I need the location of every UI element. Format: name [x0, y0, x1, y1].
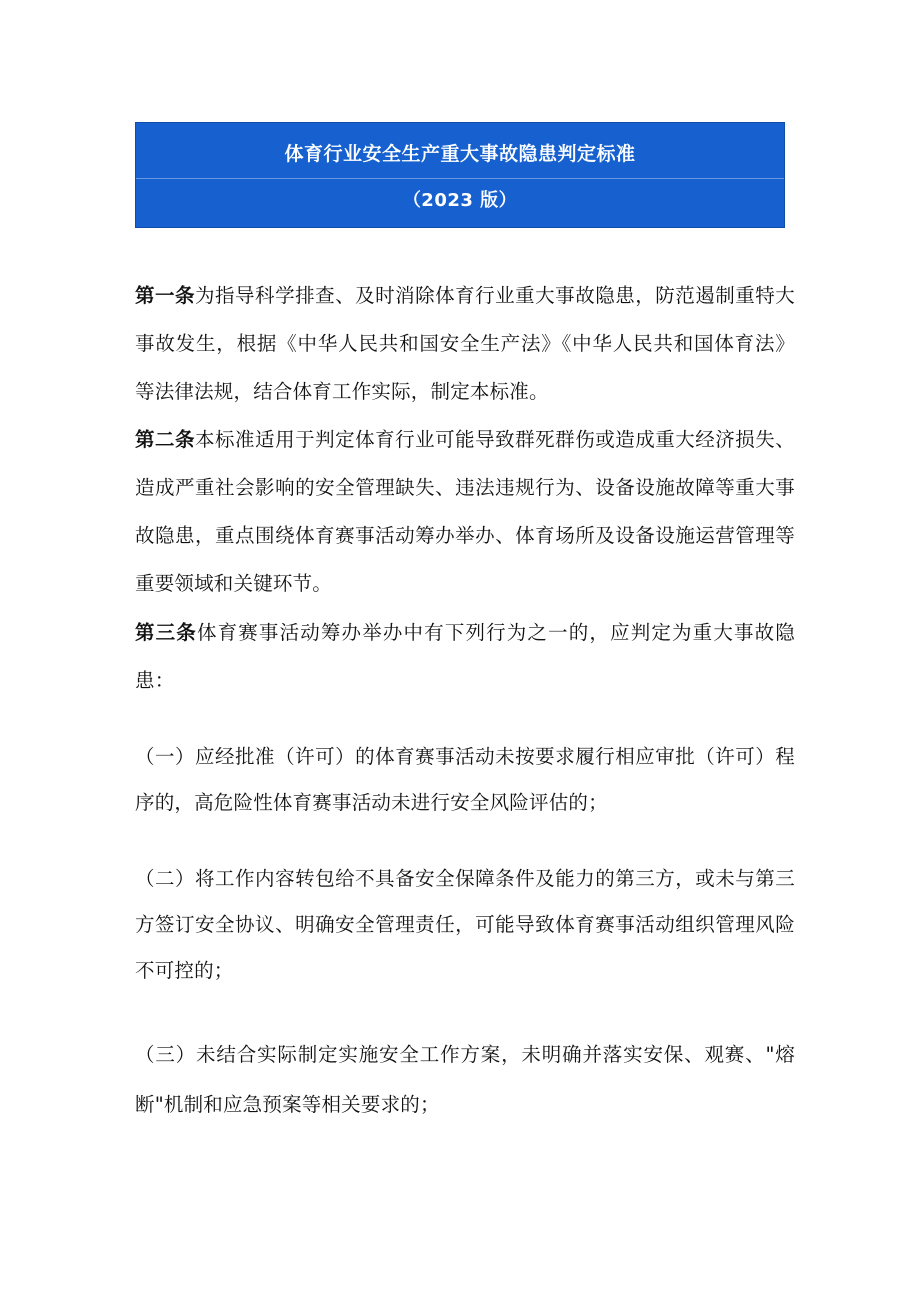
article-3 — [135, 609, 795, 705]
article-3-heading: 第三条 — [135, 621, 197, 644]
list-item: （二）将工作内容转包给不具备安全保障条件及能力的第三方，或未与第三方签订安全协议、明确安全管理责任，可能导致体育赛事活动组织管理风险不可控的； — [135, 867, 795, 982]
list-item: （一）应经批准（许可）的体育赛事活动未按要求履行相应审批（许可）程序的，高危险性体育赛事活动未进行安全风险评估的； — [135, 745, 795, 814]
article-3-text: 体育赛事活动筹办举办中有下列行为之一的，应判定为重大事故隐患： — [135, 621, 795, 692]
article-2-text: 本标准适用于判定体育行业可能导致群死群伤或造成重大经济损失、造成严重社会影响的安全管理缺失、违法违规行为、设备设施故障等重大事故隐患，重点围绕体育赛事活动筹办举办、体育场所及设备设施运营管理等重要领域和关键环节。 — [135, 428, 795, 595]
list-item: （三）未结合实际制定实施安全工作方案，未明确并落实安保、观赛、"熔断"机制和应急预案等相关要求的； — [135, 1043, 795, 1116]
document-title-banner — [135, 122, 785, 228]
article-1-text: 为指导科学排查、及时消除体育行业重大事故隐患，防范遏制重特大事故发生，根据《中华人民共和国安全生产法》《中华人民共和国体育法》等法律法规，结合体育工作实际，制定本标准。 — [135, 284, 795, 403]
article-2-heading: 第二条 — [135, 428, 196, 451]
document-title: 体育行业安全生产重大事故隐患判定标准 — [284, 143, 636, 165]
title-divider — [136, 178, 784, 179]
article-1 — [135, 272, 795, 416]
document-edition: （2023 版） — [402, 190, 518, 211]
article-1-heading: 第一条 — [135, 284, 196, 307]
article-2 — [135, 416, 795, 608]
